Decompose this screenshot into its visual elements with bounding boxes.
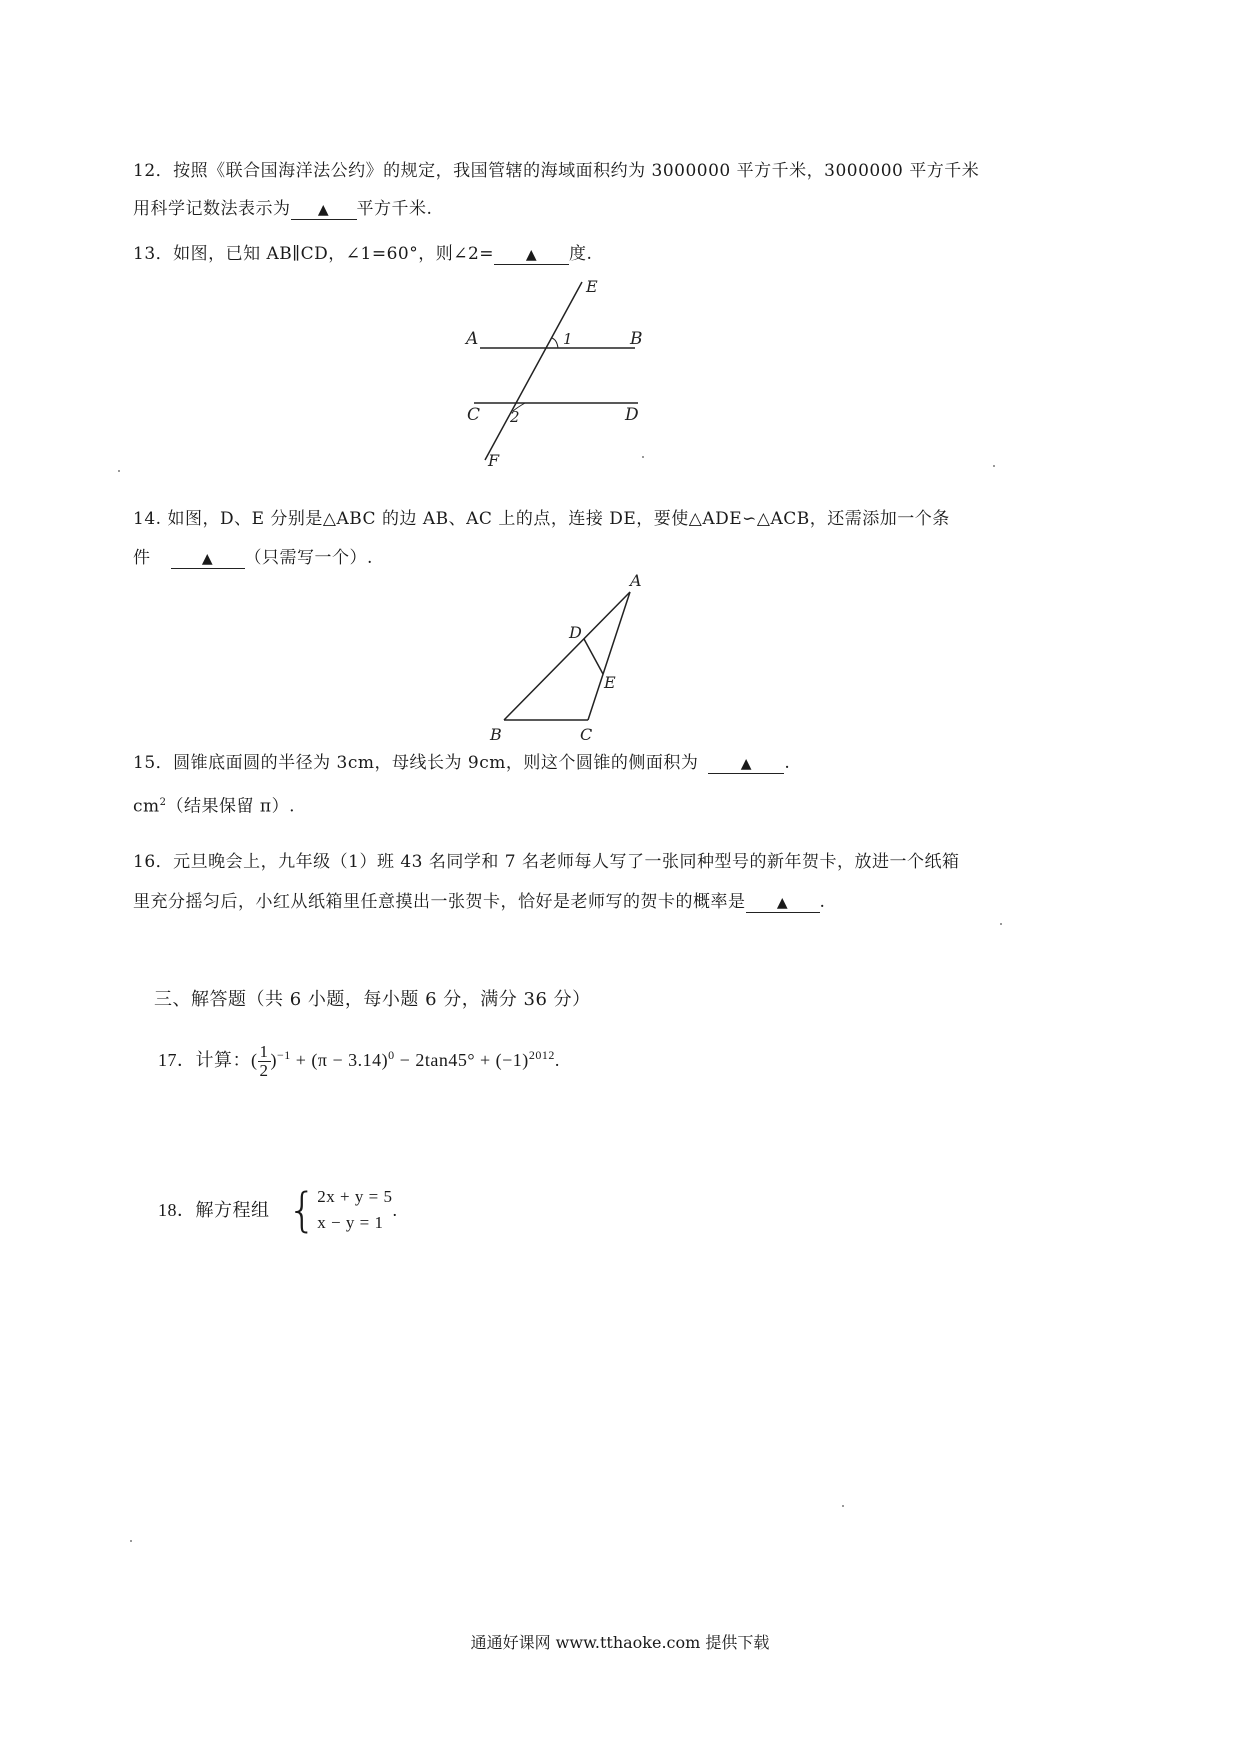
q17-exponent-1: −1 [277,1048,291,1062]
scan-speck [993,465,995,467]
q13-line [133,243,592,265]
label-e: E [604,673,616,692]
q15-text-after: . [784,753,791,773]
scan-speck [118,470,120,472]
scan-speck [642,456,644,458]
q18-equation-1: 2x + y = 5 [317,1186,393,1206]
q16-answer-blank[interactable]: ▲ [746,894,820,913]
q15-unit-exponent: 2 [159,797,167,808]
label-b: B [630,329,643,349]
q17-fraction [258,1043,271,1080]
q13-text-after: 度. [569,244,593,264]
label-1: 1 [563,330,573,348]
q18-equation-2: x − y = 1 [317,1212,384,1232]
q13-parallel-lines-figure [460,270,660,470]
q14-line1: 14. 如图，D、E 分别是△ABC 的边 AB、AC 上的点，连接 DE，要使△ADE∽△ACB，还需添加一个条 [133,509,950,529]
q12-line2 [133,198,432,220]
q15-line2 [133,792,295,818]
q17-close-paren: ) [270,1050,277,1070]
q16-line2 [133,891,825,913]
page-footer: 通通好课网 www.tthaoke.com 提供下载 [470,1633,770,1652]
label-f: F [488,451,500,470]
label-b: B [490,725,502,744]
q17-term2: + (π − 3.14) [295,1050,389,1070]
q15-line1 [133,752,790,774]
q15-answer-blank[interactable]: ▲ [708,755,784,774]
q14-text-before: 件 [133,548,151,568]
q16-line1: 16．元旦晚会上，九年级（1）班 43 名同学和 7 名老师每人写了一张同种型号的新年贺卡，放进一个纸箱 [133,852,960,872]
q13-text-before: 13．如图，已知 AB∥CD，∠1=60°，则∠2= [133,244,495,264]
label-a: A [466,329,479,349]
scan-speck [1000,923,1002,925]
q17-term3: − 2tan45° + (−1) [399,1050,529,1070]
q17-fraction-numerator: 1 [259,1042,269,1062]
q17-open-paren: ( [251,1050,258,1070]
q16-text-after: . [819,892,826,912]
q17-exponent-3: 2012 [528,1048,555,1062]
transversal-ef [485,282,582,460]
q17-label: 17．计算： [158,1050,251,1070]
label-e: E [586,277,598,296]
q17-exponent-2: 0 [388,1048,395,1062]
q14-triangle-figure [480,572,650,747]
q12-line1: 12．按照《联合国海洋法公约》的规定，我国管辖的海域面积约为 3000000 平方千米，3000000 平方千米 [133,161,980,181]
label-c: C [467,405,481,425]
side-ac [588,592,630,720]
q15-unit: cm [133,796,160,817]
q15-note: （结果保留 π）. [166,796,296,817]
label-a: A [630,572,642,590]
q18-tail: . [392,1199,398,1220]
angle1-arc [552,338,558,348]
q12-answer-blank[interactable]: ▲ [291,201,357,220]
scan-speck [130,1540,132,1542]
q18-line [158,1180,397,1238]
q12-text-after: 平方千米. [356,199,433,219]
q17-line [158,1035,560,1080]
q18-equation-system [317,1184,392,1236]
q16-text-before: 里充分摇匀后，小红从纸箱里任意摸出一张贺卡，恰好是老师写的贺卡的概率是 [133,892,746,912]
q18-label: 18．解方程组 [158,1199,270,1220]
q17-tail: . [554,1050,560,1070]
scan-speck [842,1505,844,1507]
label-d: D [569,623,582,642]
q14-answer-blank[interactable]: ▲ [171,550,245,569]
q14-text-after: （只需写一个）. [244,548,373,568]
label-c: C [580,725,593,744]
label-2: 2 [510,408,520,426]
section-3-heading: 三、解答题（共 6 小题，每小题 6 分，满分 36 分） [154,989,591,1010]
segment-de [584,639,603,674]
label-d: D [625,405,639,425]
q14-line2 [133,547,373,569]
q15-text-before: 15．圆锥底面圆的半径为 3cm，母线长为 9cm，则这个圆锥的侧面积为 [133,753,699,773]
q13-answer-blank[interactable]: ▲ [494,246,569,265]
side-ab [504,592,630,720]
q18-brace: { [287,1182,318,1237]
q17-fraction-denominator: 2 [259,1061,269,1081]
q12-text-before: 用科学记数法表示为 [133,199,291,219]
